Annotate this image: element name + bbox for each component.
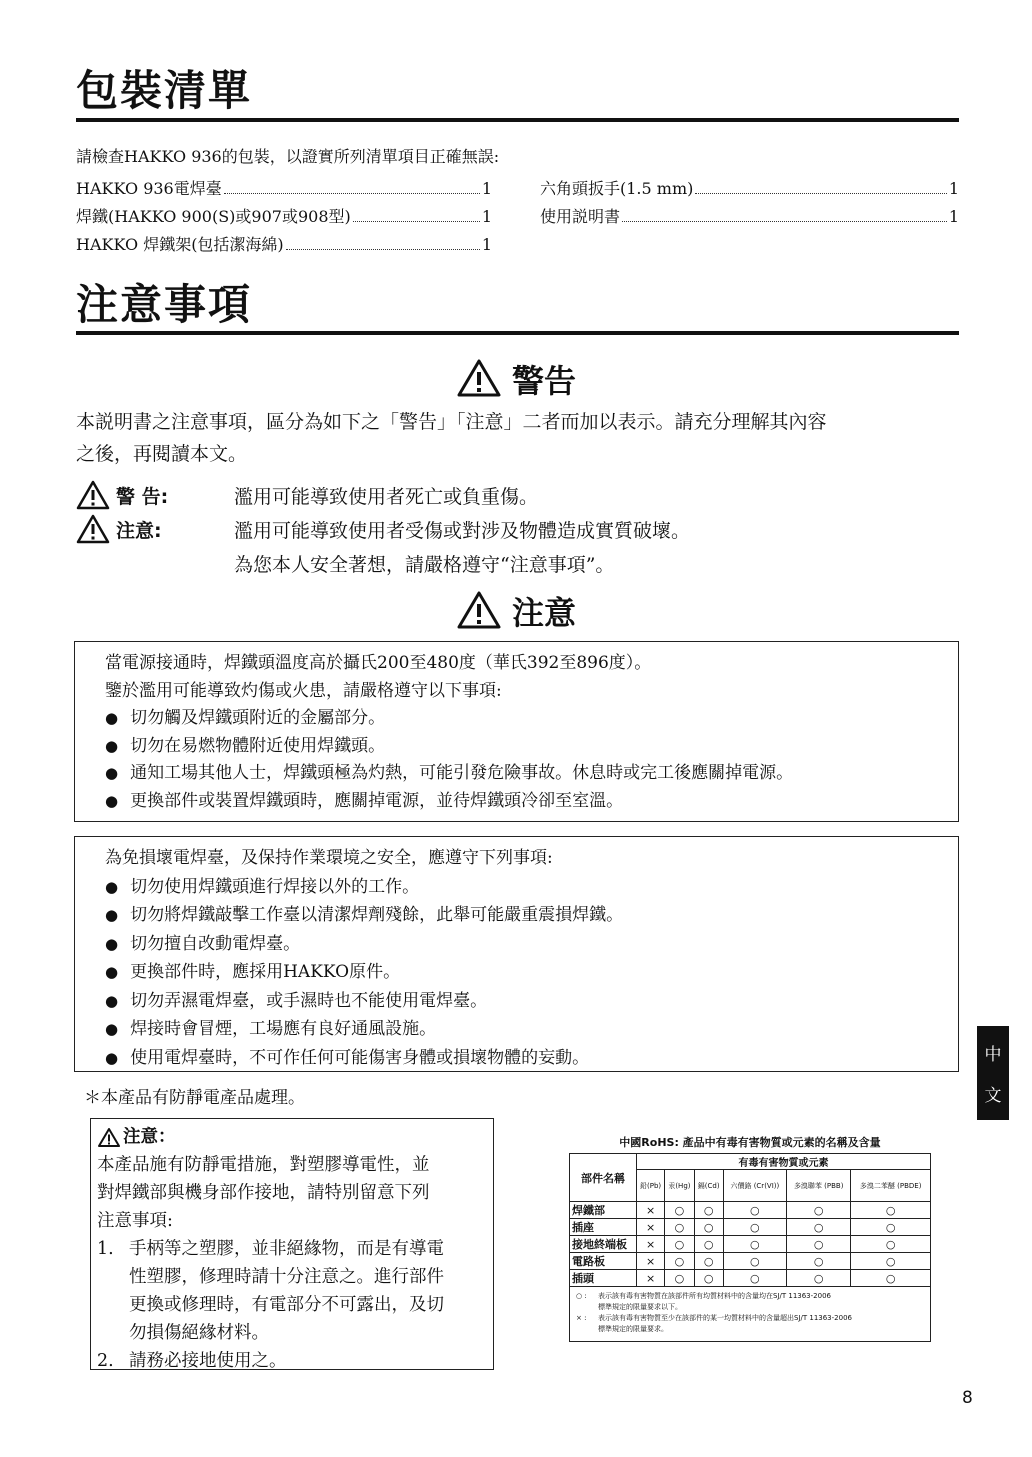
precautions-intro-line: 本説明書之注意事項，區分為如下之「警告」「注意」二者而加以表示。請充分理解其內容 <box>76 411 827 433</box>
packing-item-name: HAKKO 936電焊臺 <box>76 179 222 198</box>
rohs-substance-header: 汞(Hg) <box>665 1170 694 1202</box>
packing-item-name: 六角頭扳手(1.5 mm) <box>540 179 694 198</box>
list-item: ● 更換部件時，應採用HAKKO原件。 <box>105 958 958 987</box>
legend-warning-label: 警 告: <box>76 480 234 510</box>
warning-heading-text: 警告 <box>511 362 576 400</box>
packing-item <box>76 176 492 204</box>
rohs-note-o: ○ : 表示該有毒有害物質在該部件所有均質材料中的含量均在SJ/T 11363-2006 標準規定的限量要求以下。 <box>576 1292 831 1311</box>
caution-heading-text: 注意 <box>511 594 576 632</box>
legend-footer: 為您本人安全著想，請嚴格遵守“注意事項”。 <box>234 554 615 576</box>
packing-item-qty: 1 <box>948 207 959 226</box>
list-item: ● 切勿擅自改動電焊臺。 <box>105 930 958 959</box>
esd-body-line: 本產品施有防靜電措施，對塑膠導電性，並 <box>97 1155 430 1175</box>
list-item: ● 通知工場其他人士，焊鐵頭極為灼熱，可能引發危險事故。休息時或完工後應關掉電源。 <box>105 760 958 788</box>
packing-item-name: 焊鐵(HAKKO 900(S)或907或908型) <box>76 207 351 226</box>
rohs-table <box>569 1153 931 1342</box>
warning-triangle-icon <box>456 358 502 398</box>
packing-title: 包裝清單 <box>76 66 253 115</box>
esd-item-2: 2. 請務必接地使用之。 <box>97 1351 287 1371</box>
language-tab: 中 文 <box>977 1026 1009 1120</box>
warning-triangle-icon <box>76 480 110 510</box>
packing-item <box>76 232 492 260</box>
packing-item <box>540 176 959 204</box>
legend-warning <box>76 478 538 512</box>
table-row: 插座 × ○ ○ ○ ○ ○ <box>570 1219 931 1236</box>
list-item: ● 切勿觸及焊鐵頭附近的金屬部分。 <box>105 705 958 733</box>
rohs-substance-header: 鎘(Cd) <box>694 1170 723 1202</box>
packing-item-qty: 1 <box>481 179 492 198</box>
rohs-table-wrap <box>569 1153 931 1342</box>
list-item: ● 切勿在易燃物體附近使用焊鐵頭。 <box>105 733 958 761</box>
caution-box-operation-intro: 為免損壞電焊臺，及保持作業環境之安全，應遵守下列事項: <box>105 848 553 868</box>
precautions-intro <box>76 406 961 470</box>
caution-box-operation <box>74 836 959 1072</box>
list-item: ● 焊接時會冒煙，工場應有良好通風設施。 <box>105 1015 958 1044</box>
packing-item <box>76 204 492 232</box>
packing-list-left <box>76 176 492 260</box>
caution-box-heat-line: 當電源接通時，焊鐵頭溫度高於攝氏200至480度（華氏392至896度）。 <box>105 653 652 673</box>
legend-caution <box>76 512 690 546</box>
list-item: ● 切勿弄濕電焊臺，或手濕時也不能使用電焊臺。 <box>105 987 958 1016</box>
rohs-substance-header: 多溴聯苯 (PBB) <box>787 1170 851 1202</box>
esd-item-1: 1. 手柄等之塑膠，並非絕緣物，而是有導電 性塑膠，修理時請十分注意之。進行部件 更換或修理時，有電部分不可露出，及切 勿損傷絕緣材料。 <box>97 1239 444 1343</box>
caution-box-heat-line: 鑒於濫用可能導致灼傷或火患，請嚴格遵守以下事項: <box>105 680 502 701</box>
precautions-intro-line: 之後，再閱讀本文。 <box>76 443 248 465</box>
table-row: 電路板 × ○ ○ ○ ○ ○ <box>570 1253 931 1270</box>
table-row: 接地終端板 × ○ ○ ○ ○ ○ <box>570 1236 931 1253</box>
legend-caution-text: 濫用可能導致使用者受傷或對涉及物體造成實質破壞。 <box>234 519 691 542</box>
rohs-substance-header: 多溴二苯醚 (PBDE) <box>851 1170 931 1202</box>
packing-intro: 請檢查HAKKO 936的包裝，以證實所列清單項目正確無誤: <box>76 147 500 166</box>
packing-item-qty: 1 <box>481 207 492 226</box>
packing-list-right <box>540 176 959 232</box>
packing-item-qty: 1 <box>948 179 959 198</box>
static-note: ＊本產品有防靜電產品處理。 <box>84 1088 305 1108</box>
table-row: 插頭 × ○ ○ ○ ○ ○ <box>570 1270 931 1287</box>
rohs-substance-header: 鉛(Pb) <box>637 1170 665 1202</box>
packing-item <box>540 204 959 232</box>
list-item: ● 更換部件或裝置焊鐵頭時，應關掉電源，並待焊鐵頭冷卻至室溫。 <box>105 788 958 816</box>
legend-warning-text: 濫用可能導致使用者死亡或負重傷。 <box>234 485 539 508</box>
packing-item-qty: 1 <box>481 235 492 254</box>
precautions-title: 注意事項 <box>76 280 253 329</box>
page-number: 8 <box>962 1388 973 1408</box>
list-item: ● 切勿將焊鐵敲擊工作臺以清潔焊劑殘餘，此舉可能嚴重震損焊鐵。 <box>105 901 958 930</box>
legend-caution-label: 注意: <box>76 514 234 544</box>
caution-heading <box>0 588 1032 634</box>
rohs-title: 中國RoHS: 產品中有毒有害物質或元素的名稱及含量 <box>619 1136 881 1149</box>
rohs-note-x: × : 表示該有毒有害物質至少在該部件的某一均質材料中的含量超出SJ/T 11363-2006 標準規定的限量要求。 <box>576 1314 852 1333</box>
packing-title-rule <box>76 118 959 122</box>
table-row: 焊鐵部 × ○ ○ ○ ○ ○ <box>570 1202 931 1219</box>
esd-body-line: 對焊鐵部與機身部作接地，請特別留意下列 <box>97 1183 430 1203</box>
caution-triangle-icon <box>456 590 502 630</box>
rohs-group-header: 有毒有害物質或元素 <box>637 1154 931 1170</box>
list-item: ● 切勿使用焊鐵頭進行焊接以外的工作。 <box>105 873 958 902</box>
warning-heading <box>0 356 1032 402</box>
packing-item-name: HAKKO 焊鐵架(包括潔海綿) <box>76 235 284 254</box>
packing-item-name: 使用説明書 <box>540 207 621 226</box>
list-item: ● 使用電焊臺時，不可作任何可能傷害身體或損壞物體的妄動。 <box>105 1044 958 1073</box>
esd-caution-title: 注意： <box>97 1123 493 1151</box>
caution-triangle-icon <box>97 1127 121 1148</box>
caution-triangle-icon <box>76 514 110 544</box>
rohs-notes-row <box>570 1287 931 1342</box>
rohs-substance-header: 六價鉻 (Cr(VI)) <box>723 1170 786 1202</box>
esd-caution-box <box>90 1118 494 1370</box>
rohs-part-header: 部件名稱 <box>570 1154 637 1202</box>
caution-box-heat <box>74 641 959 822</box>
precautions-title-rule <box>76 331 959 335</box>
esd-body-line: 注意事項: <box>97 1211 173 1231</box>
